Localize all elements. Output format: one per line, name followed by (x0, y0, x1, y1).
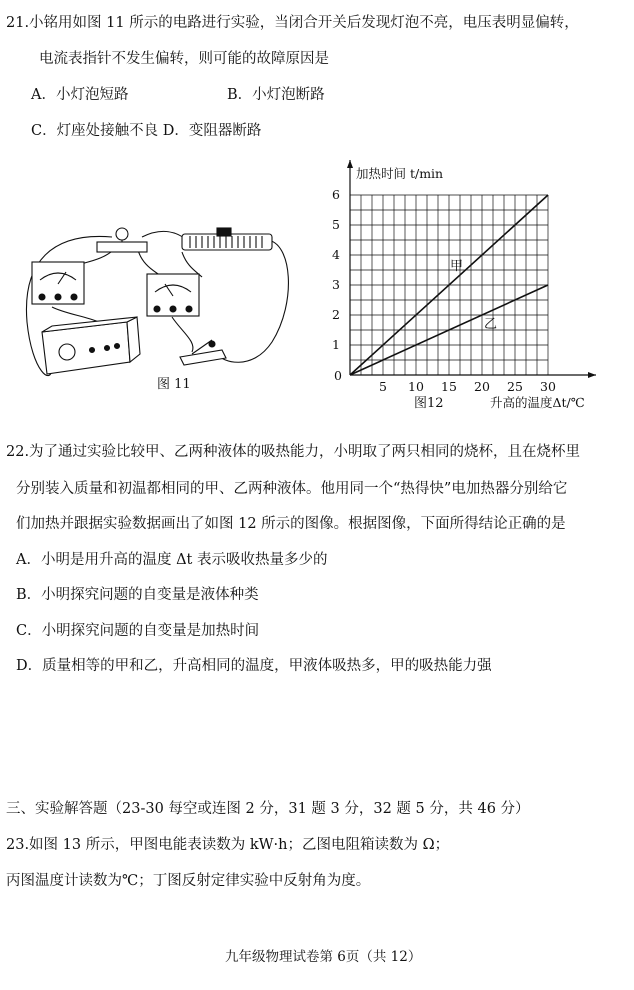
x-tick-label: 10 (408, 379, 424, 394)
x-axis-arrow (588, 372, 596, 378)
q21-option-b: B．小灯泡断路 (227, 87, 325, 103)
voltmeter-icon (32, 262, 84, 304)
wire (217, 240, 288, 362)
figure-12-caption: 图12 (414, 396, 444, 411)
figure-12-chart (320, 152, 620, 414)
y-tick-label: 3 (332, 277, 340, 292)
x-tick-label: 15 (441, 379, 457, 394)
section-3-heading: 三、实验解答题（23-30 每空或连图 2 分，31 题 3 分，32 题 5 分，共 46 分） (6, 801, 530, 817)
rheostat-icon (182, 228, 272, 250)
origin-label: 0 (334, 368, 342, 383)
q21-option-cd: C．灯座处接触不良 D．变阻器断路 (31, 123, 262, 139)
q22-option-a: A．小明是用升高的温度 Δt 表示吸收热量多少的 (16, 552, 328, 568)
figure-11-caption: 图 11 (157, 377, 191, 392)
q22-option-c: C．小明探究问题的自变量是加热时间 (16, 623, 260, 639)
switch-icon (180, 340, 226, 365)
q22-option-b: B．小明探究问题的自变量是液体种类 (16, 587, 259, 603)
y-axis-arrow (347, 160, 353, 168)
q22-line-3: 们加热并跟据实验数据画出了如图 12 所示的图像。根据图像，下面所得结论正确的是 (16, 516, 566, 532)
x-tick-label: 30 (540, 379, 556, 394)
q22-option-d: D．质量相等的甲和乙，升高相同的温度，甲液体吸热多，甲的吸热能力强 (16, 658, 492, 674)
series-label-jia: 甲 (450, 259, 464, 274)
q21-option-a: A．小灯泡短路 (31, 87, 129, 103)
q23-line-2: 丙图温度计读数为℃；丁图反射定律实验中反射角为度。 (6, 873, 371, 889)
q21-line-2: 电流表指针不发生偏转，则可能的故障原因是 (39, 51, 329, 67)
y-tick-label: 6 (332, 187, 340, 202)
x-tick-label: 25 (507, 379, 523, 394)
q23-line-1: 23.如图 13 所示，甲图电能表读数为 kW·h；乙图电阻箱读数为 Ω； (6, 837, 450, 853)
series-label-yi: 乙 (484, 317, 498, 332)
y-tick-label: 1 (332, 337, 340, 352)
figure-11-circuit (12, 222, 312, 402)
q22-line-2: 分别装入质量和初温都相同的甲、乙两种液体。他用同一个“热得快”电加热器分别给它 (16, 481, 568, 497)
ammeter-icon (147, 274, 199, 316)
q22-line-1: 22.为了通过实验比较甲、乙两种液体的吸热能力，小明取了两只相同的烧杯，且在烧杯里 (6, 444, 581, 460)
wire (182, 252, 202, 277)
x-tick-label: 20 (474, 379, 490, 394)
power-supply-icon (42, 317, 140, 374)
wire (172, 317, 193, 352)
y-tick-label: 5 (332, 217, 340, 232)
x-tick-label: 5 (379, 379, 387, 394)
x-axis-label: 升高的温度Δt/℃ (490, 395, 585, 410)
wire (142, 231, 187, 240)
y-axis-label: 加热时间 t/min (356, 166, 444, 181)
bulb-icon (97, 228, 147, 252)
page-footer: 九年级物理试卷第 6页（共 12） (225, 949, 422, 965)
y-tick-label: 4 (332, 247, 340, 262)
y-tick-label: 2 (332, 307, 340, 322)
q21-line-1: 21.小铭用如图 11 所示的电路进行实验，当闭合开关后发现灯泡不亮，电压表明显偏转， (6, 15, 579, 31)
